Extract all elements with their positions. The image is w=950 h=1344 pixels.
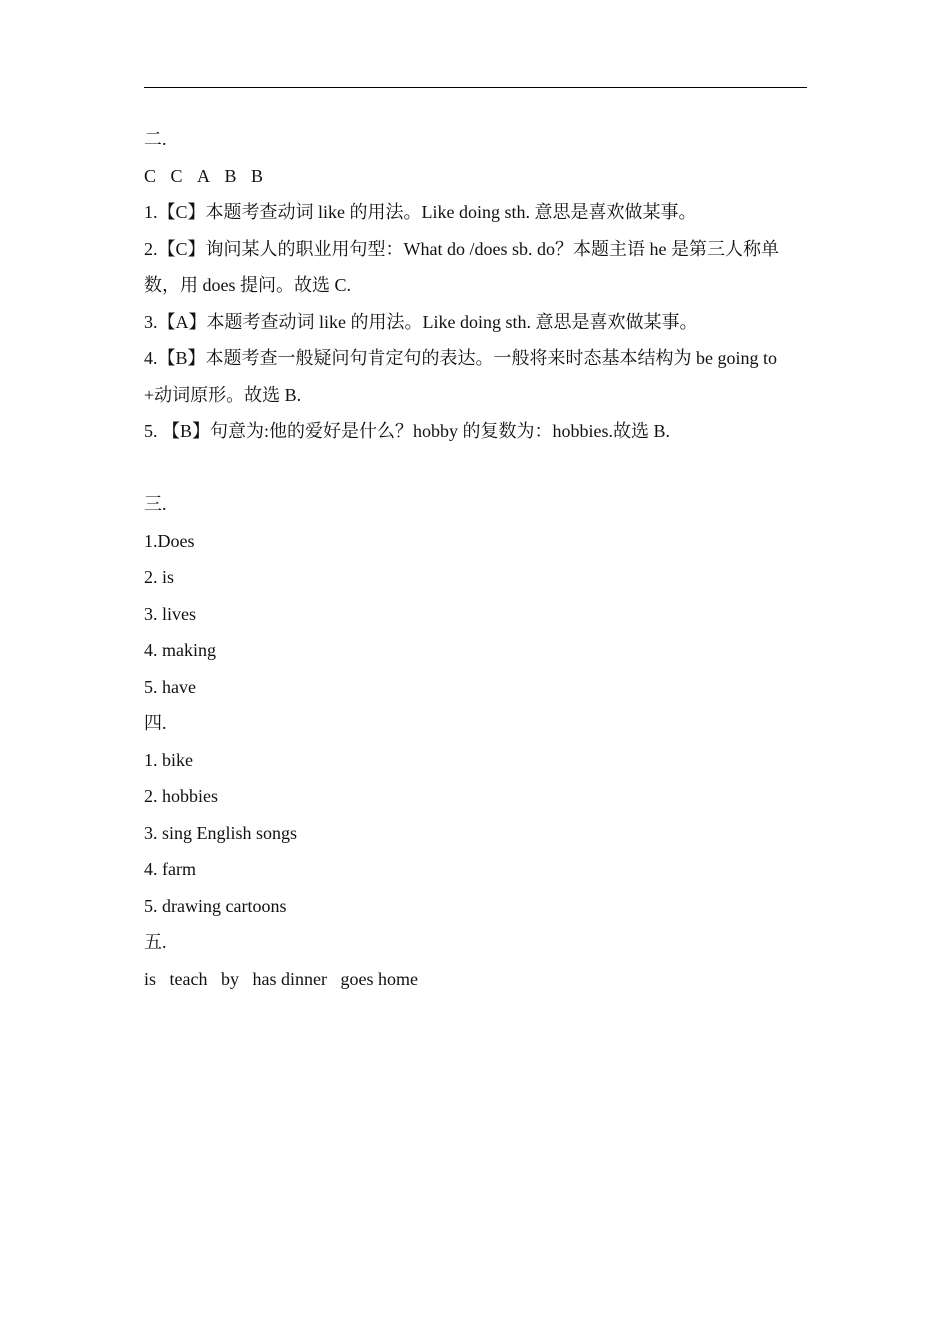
word-5: goes home [340,968,418,989]
word-4: has dinner [252,968,327,989]
word-3: by [220,968,239,989]
section-three-item-4: 4. making [144,640,216,660]
section-three-item-1: 1.Does [144,530,195,551]
answer-content [144,121,807,997]
answer-2: C [170,165,183,186]
section-five-heading: 五. [144,932,167,952]
explanation-2: 2.【C】询问某人的职业用句型：What do /does sb. do？本题主语 he 是第三人称单数，用 does 提问。故选 C. [144,238,779,295]
answer-3: A [197,165,211,186]
answer-1: C [144,165,157,186]
section-three-item-5: 5. have [144,676,196,697]
section-four-item-5: 5. drawing cartoons [144,895,287,916]
answer-4: B [224,165,237,186]
section-four-item-3: 3. sing English songs [144,822,298,843]
explanation-3: 3.【A】本题考查动词 like 的用法。Like doing sth. 意思是喜欢做某事。 [144,311,698,332]
section-three-heading: 三. [144,494,167,514]
section-four-item-1: 1. bike [144,749,193,770]
explanation-5: 5. 【B】句意为:他的爱好是什么？hobby 的复数为：hobbies.故选 B. [144,421,671,441]
section-two-heading: 二. [144,129,167,149]
section-four-heading: 四. [144,713,167,733]
answer-5: B [251,165,264,186]
explanation-4: 4.【B】本题考查一般疑问句肯定句的表达。一般将来时态基本结构为 be going to +动词原形。故选 B. [144,348,777,405]
word-1: is [144,968,157,989]
section-four-item-2: 2. hobbies [144,786,218,806]
section-five-words [144,961,807,998]
word-2: teach [169,968,208,989]
section-three-item-3: 3. lives [144,603,196,624]
spacer [144,450,807,487]
header-rule [144,87,807,88]
section-four-item-4: 4. farm [144,859,196,879]
section-three-item-2: 2. is [144,567,175,587]
explanation-1: 1.【C】本题考查动词 like 的用法。Like doing sth. 意思是喜欢做某事。 [144,202,697,222]
section-two-answers [144,158,807,195]
